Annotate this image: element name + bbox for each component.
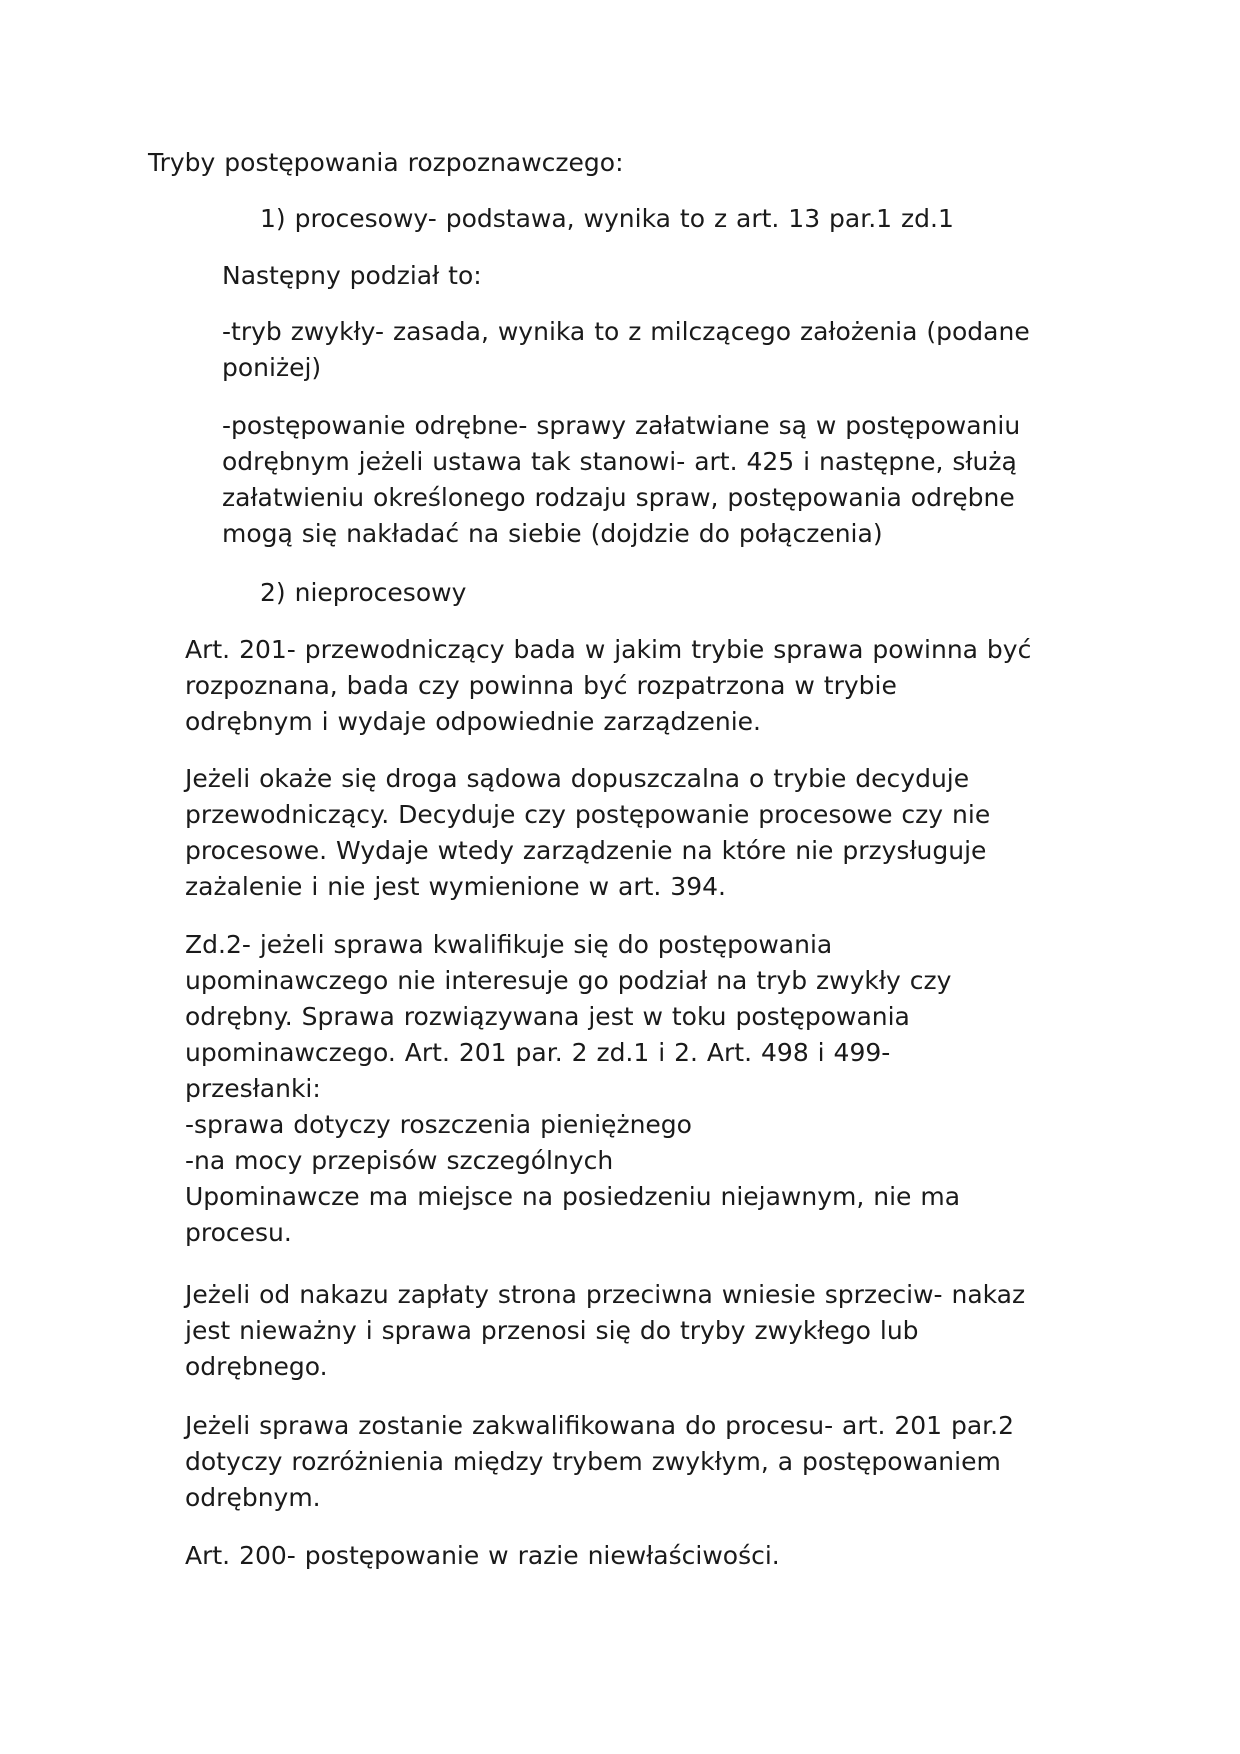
- bullet-tryb-zwykly: -tryb zwykły- zasada, wynika to z milczącego założenia (podane poniżej): [222, 317, 1030, 382]
- list-item-nieprocesowy: 2) nieprocesowy: [260, 578, 467, 607]
- paragraph-art-201: Art. 201- przewodniczący bada w jakim trybie sprawa powinna być rozpoznana, bada czy powinna być rozpatrzona w trybie odrębnym i wydaje odpowiednie zarządzenie.: [185, 635, 1032, 736]
- paragraph-art-200: Art. 200- postępowanie w razie niewłaściwości.: [185, 1541, 780, 1570]
- paragraph-sprzeciw: Jeżeli od nakazu zapłaty strona przeciwna wniesie sprzeciw- nakaz jest nieważny i sprawa przenosi się do tryby zwykłego lub odrębnego.: [185, 1280, 1026, 1381]
- bullet-postepowanie-odrebne: -postępowanie odrębne- sprawy załatwiane są w postępowaniu odrębnym jeżeli ustawa tak stanowi- art. 425 i następne, służą załatwieniu określonego rodzaju spraw, postępowania odrębne mogą się nakładać na siebie (dojdzie do połączenia): [222, 411, 1021, 548]
- subheading-division: Następny podział to:: [222, 261, 482, 290]
- paragraph-droga-sadowa: Jeżeli okaże się droga sądowa dopuszczalna o trybie decyduje przewodniczący. Decyduje czy postępowanie procesowe czy nie procesowe. Wydaje wtedy zarządzenie na które nie przysługuje zażalenie i nie jest wymienione w art. 394.: [185, 764, 991, 901]
- list-item-procesowy: 1) procesowy- podstawa, wynika to z art. 13 par.1 zd.1: [260, 204, 954, 233]
- document-heading: Tryby postępowania rozpoznawczego:: [148, 148, 624, 177]
- paragraph-upominawcze: Zd.2- jeżeli sprawa kwalifikuje się do postępowania upominawczego nie interesuje go podział na tryb zwykły czy odrębny. Sprawa rozwiązywana jest w toku postępowania upominawczego. Art. 201 par. 2 zd.1 i 2. Art. 498 i 499- przesłanki: -sprawa dotyczy roszczenia pieniężnego -na mocy przepisów szczególnych Upominawcze ma miejsce na posiedzeniu niejawnym, nie ma procesu.: [185, 930, 961, 1247]
- paragraph-kwalifikacja-procesu: Jeżeli sprawa zostanie zakwalifikowana do procesu- art. 201 par.2 dotyczy rozróżnienia między trybem zwykłym, a postępowaniem odrębnym.: [185, 1411, 1015, 1512]
